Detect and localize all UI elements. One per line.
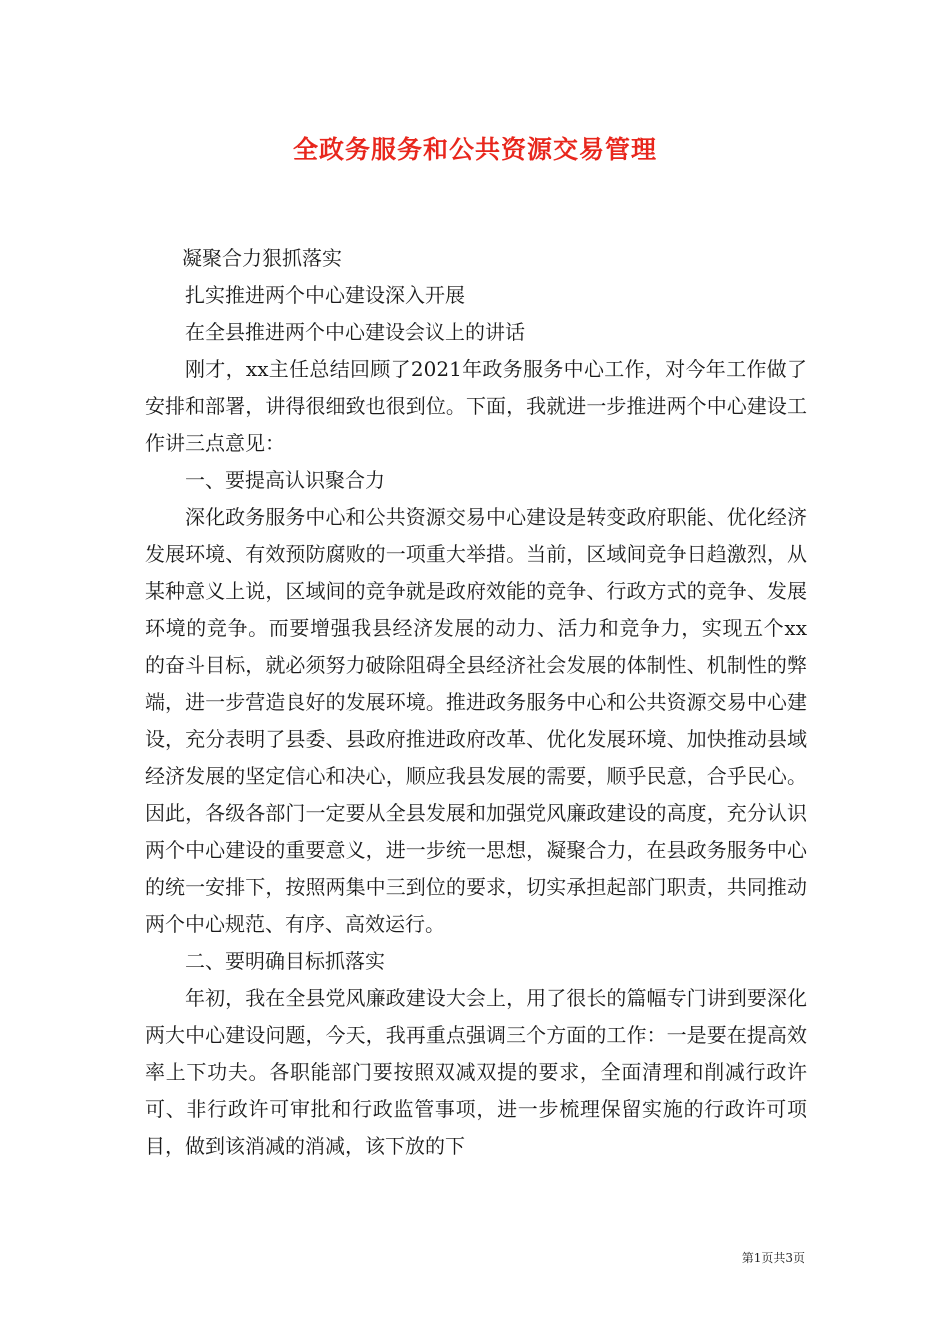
- body-paragraph: 刚才，xx主任总结回顾了2021年政务服务中心工作，对今年工作做了安排和部署，讲得很细致也很到位。下面，我就进一步推进两个中心建设工作讲三点意见：: [145, 357, 807, 455]
- page-number: 第1页共3页: [741, 1251, 805, 1265]
- body-paragraph: 深化政务服务中心和公共资源交易中心建设是转变政府职能、优化经济发展环境、有效预防腐败的一项重大举措。当前，区域间竞争日趋激烈，从某种意义上说，区域间的竞争就是政府效能的竞争、行政方式的竞争、发展环境的竞争。而要增强我县经济发展的动力、活力和竞争力，实现五个xx的奋斗目标，就必须努力破除阻碍全县经济社会发展的体制性、机制性的弊端，进一步营造良好的发展环境。推进政务服务中心和公共资源交易中心建设，充分表明了县委、县政府推进政府改革、优化发展环境、加快推动县域经济发展的坚定信心和决心，顺应我县发展的需要，顺乎民意，合乎民心。因此，各级各部门一定要从全县发展和加强党风廉政建设的高度，充分认识两个中心建设的重要意义，进一步统一思想，凝聚合力，在县政务服务中心的统一安排下，按照两集中三到位的要求，切实承担起部门职责，共同推动两个中心规范、有序、高效运行。: [145, 505, 807, 936]
- subtitle-line: 凝聚合力狠抓落实: [182, 246, 342, 270]
- document-title: 全政务服务和公共资源交易管理: [292, 135, 657, 164]
- subtitle-line: 在全县推进两个中心建设会议上的讲话: [185, 320, 525, 344]
- subtitle-line: 扎实推进两个中心建设深入开展: [185, 283, 465, 307]
- section-heading: 一、要提高认识聚合力: [185, 468, 385, 492]
- section-heading: 二、要明确目标抓落实: [185, 949, 385, 973]
- document-body: [145, 240, 807, 1165]
- body-paragraph: 年初，我在全县党风廉政建设大会上，用了很长的篇幅专门讲到要深化两大中心建设问题，今天，我再重点强调三个方面的工作：一是要在提高效率上下功夫。各职能部门要按照双减双提的要求，全面清理和削减行政许可、非行政许可审批和行政监管事项，进一步梳理保留实施的行政许可项目，做到该消减的消减，该下放的下: [145, 986, 807, 1158]
